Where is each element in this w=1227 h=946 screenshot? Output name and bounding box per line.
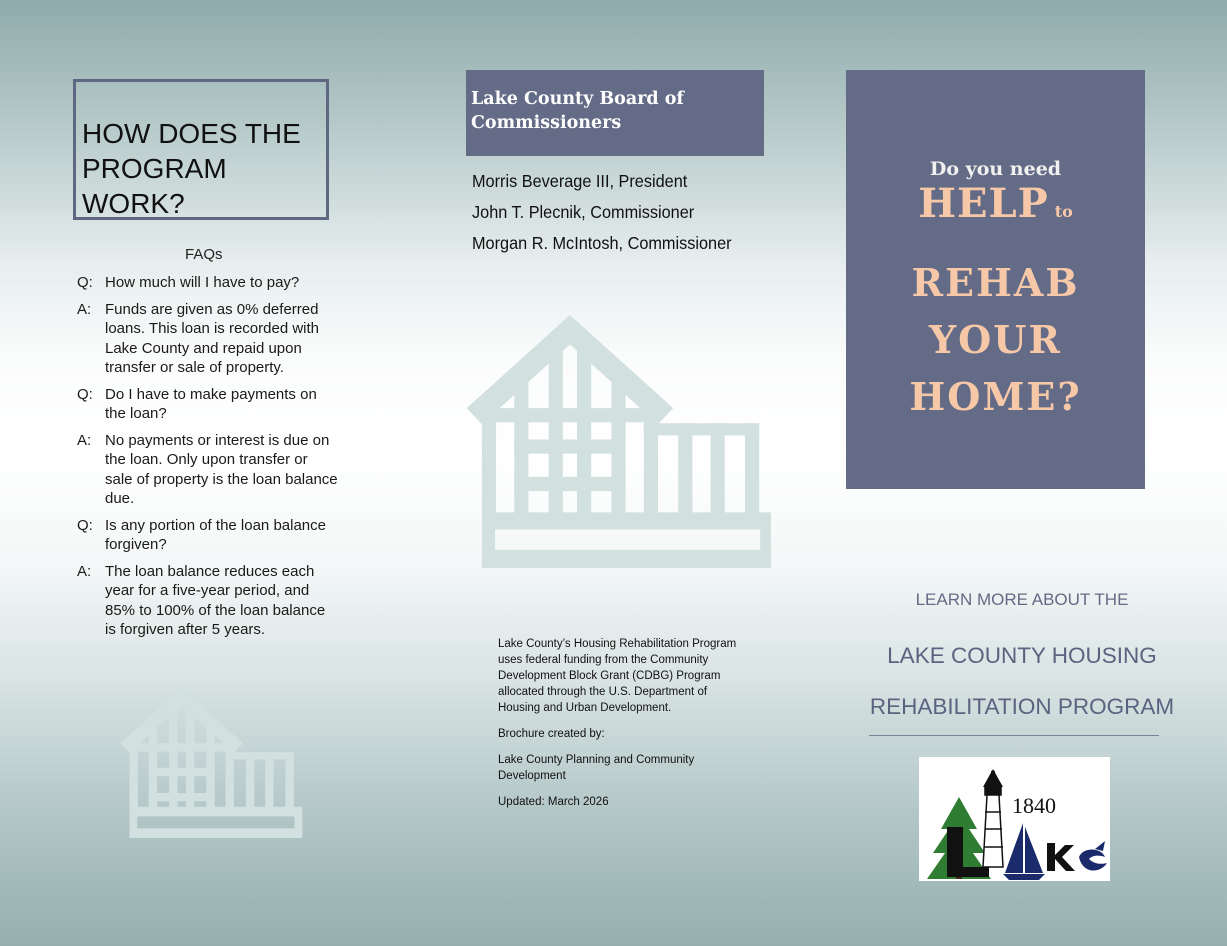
- faq-answer: [77, 431, 339, 509]
- cover-headline-line: HOME?: [909, 374, 1082, 419]
- faq-prefix: Q:: [77, 516, 93, 534]
- faq-prefix: A:: [77, 431, 92, 449]
- lake-county-logo: [919, 757, 1110, 881]
- updated-date: Updated: March 2026: [498, 796, 609, 808]
- faq-text: Do I have to make payments on the loan?: [105, 385, 317, 422]
- learn-more-text: LEARN MORE ABOUT THE: [915, 590, 1129, 609]
- faq-text: How much will I have to pay?: [105, 274, 300, 291]
- faq-text: No payments or interest is due on the loan. Only upon transfer or sale of property is the loan balance due.: [105, 431, 338, 507]
- commissioner-name: Morgan R. McIntosh, Commissioner: [472, 233, 732, 253]
- faq-prefix: Q:: [77, 385, 93, 403]
- faq-answer: [77, 562, 339, 640]
- faq-answer: [77, 300, 339, 378]
- funding-text: Lake County’s Housing Rehabilitation Program uses federal funding from the Community Development Block Grant (CDBG) Program allocated through the U.S. Department of Housing and Urban Development.: [498, 638, 737, 714]
- program-name-line: REHABILITATION PROGRAM: [869, 694, 1175, 719]
- faq-question: [77, 273, 339, 293]
- faq-text: Is any portion of the loan balance forgiven?: [105, 516, 326, 553]
- created-by-label: Brochure created by:: [498, 728, 605, 740]
- divider: [869, 735, 1159, 736]
- program-name: [846, 630, 1198, 732]
- created-by: Lake County Planning and Community Development: [498, 754, 695, 782]
- section-title: HOW DOES THE PROGRAM WORK?: [82, 118, 301, 219]
- commissioner-name: John T. Plecnik, Commissioner: [472, 202, 695, 222]
- faq-question: [77, 516, 339, 555]
- cover-headline-line: YOUR: [929, 317, 1062, 362]
- board-header: [466, 70, 764, 156]
- faq-prefix: A:: [77, 562, 92, 580]
- faq-prefix: Q:: [77, 274, 93, 291]
- cover-headline: [846, 254, 1145, 425]
- cover-headline-line: REHAB: [911, 260, 1080, 305]
- house-frame-icon: [103, 688, 318, 838]
- cover-question: Do you need: [929, 158, 1062, 180]
- logo-year: 1840: [1012, 793, 1056, 818]
- logo-graphic: [919, 757, 1110, 881]
- commissioner-list: [472, 166, 751, 259]
- house-frame-icon: [466, 315, 771, 568]
- cover-help-word: HELP: [918, 180, 1049, 227]
- commissioner-name: Morris Beverage III, President: [472, 171, 688, 191]
- faq-text: The loan balance reduces each year for a five-year period, and 85% to 100% of the loan balance is forgiven after 5 years.: [105, 562, 326, 638]
- cover-help-line: [846, 180, 1145, 227]
- faq-prefix: A:: [77, 300, 92, 318]
- faq-question: [77, 385, 339, 424]
- faq-text: Funds are given as 0% deferred loans. This loan is recorded with Lake County and repaid upon transfer or sale of property.: [105, 300, 319, 376]
- funding-info: [498, 636, 743, 820]
- faq-heading: FAQs: [185, 246, 223, 263]
- cover-help-to: to: [1054, 202, 1073, 221]
- program-name-line: LAKE COUNTY HOUSING: [887, 643, 1157, 668]
- board-title: Lake County Board of Commissioners: [471, 89, 684, 133]
- cover-panel: [846, 70, 1145, 489]
- faq-list: [77, 273, 339, 647]
